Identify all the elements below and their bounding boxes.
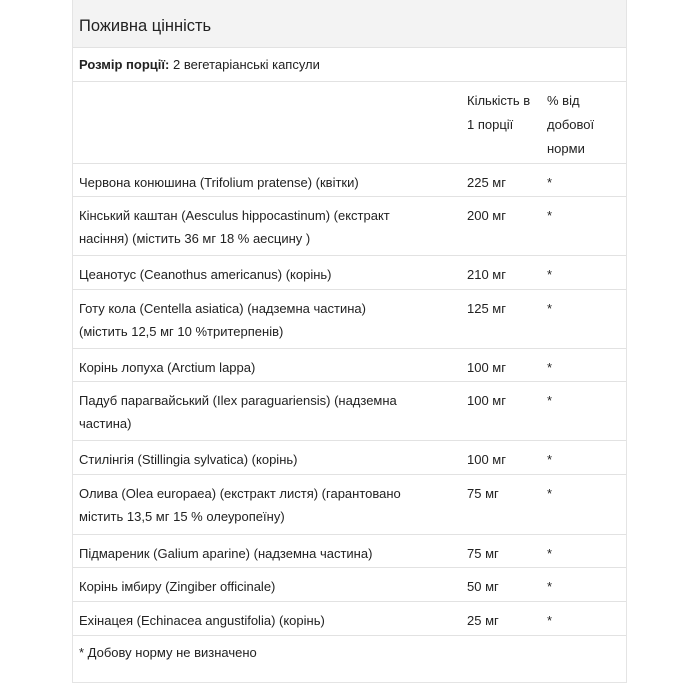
ingredient-amount: 225 мг (467, 175, 506, 190)
serving-size (73, 48, 626, 82)
table-row (73, 441, 626, 475)
footnote: * Добову норму не визначено (79, 645, 257, 660)
ingredient-name: Падуб парагвайський (Ilex paraguariensis) (надземна частина) (79, 393, 397, 431)
dv-column-header (547, 89, 622, 161)
table-row (73, 256, 626, 290)
ingredient-amount: 200 мг (467, 208, 506, 223)
ingredient-dv: * (547, 546, 553, 561)
table-row (73, 290, 626, 349)
table-row (73, 568, 626, 602)
dv-header-line: % від (547, 93, 580, 108)
ingredient-amount: 125 мг (467, 301, 506, 316)
ingredient-name: Готу кола (Centella asiatica) (надземна частина) (містить 12,5 мг 10 %тритерпенів) (79, 301, 366, 339)
ingredient-amount: 100 мг (467, 452, 506, 467)
ingredient-name: Ехінацея (Echinacea angustifolia) (корінь) (79, 613, 325, 628)
ingredient-amount: 100 мг (467, 360, 506, 375)
ingredient-dv: * (547, 452, 553, 467)
ingredient-amount: 50 мг (467, 579, 499, 594)
ingredient-name: Корінь імбиру (Zingiber officinale) (79, 579, 276, 594)
ingredient-dv: * (547, 175, 553, 190)
ingredient-dv: * (547, 393, 553, 408)
ingredient-name: Стилінгія (Stillingia sylvatica) (корінь) (79, 452, 298, 467)
table-row (73, 164, 626, 197)
amount-header-line: 1 порції (467, 117, 514, 132)
ingredient-amount: 100 мг (467, 393, 506, 408)
ingredient-dv: * (547, 486, 553, 501)
ingredient-amount: 75 мг (467, 486, 499, 501)
table-row (73, 197, 626, 256)
ingredient-dv: * (547, 301, 553, 316)
nutrition-panel (72, 0, 627, 683)
ingredient-name: Корінь лопуха (Arctium lappa) (79, 360, 256, 375)
ingredient-dv: * (547, 208, 553, 223)
ingredient-name: Кінський каштан (Aesculus hippocastinum) (екстракт насіння) (містить 36 мг 18 % аесцину ) (79, 208, 390, 246)
ingredient-name: Цеанотус (Ceanothus americanus) (корінь) (79, 267, 332, 282)
table-row (73, 535, 626, 568)
table-header-row (73, 82, 626, 164)
ingredient-dv: * (547, 579, 553, 594)
table-row (73, 602, 626, 636)
ingredient-name: Підмареник (Galium aparine) (надземна частина) (79, 546, 373, 561)
ingredient-dv: * (547, 360, 553, 375)
ingredient-dv: * (547, 267, 553, 282)
serving-value: 2 вегетаріанські капсули (172, 57, 320, 72)
table-row (73, 349, 626, 382)
ingredient-name: Червона конюшина (Trifolium pratense) (квітки) (79, 175, 359, 190)
dv-header-line: добової (547, 117, 595, 132)
panel-title: Поживна цінність (73, 0, 626, 48)
amount-column-header (467, 89, 547, 137)
serving-label: Розмір порції: (79, 57, 170, 72)
amount-header-line: Кількість в (467, 93, 531, 108)
table-row (73, 382, 626, 441)
ingredient-amount: 210 мг (467, 267, 506, 282)
ingredient-dv: * (547, 613, 553, 628)
dv-header-line: норми (547, 141, 585, 156)
table-row (73, 475, 626, 535)
ingredient-amount: 75 мг (467, 546, 499, 561)
ingredient-amount: 25 мг (467, 613, 499, 628)
ingredient-name: Олива (Olea europaea) (екстракт листя) (гарантовано містить 13,5 мг 15 % олеуропеїну) (79, 486, 401, 524)
